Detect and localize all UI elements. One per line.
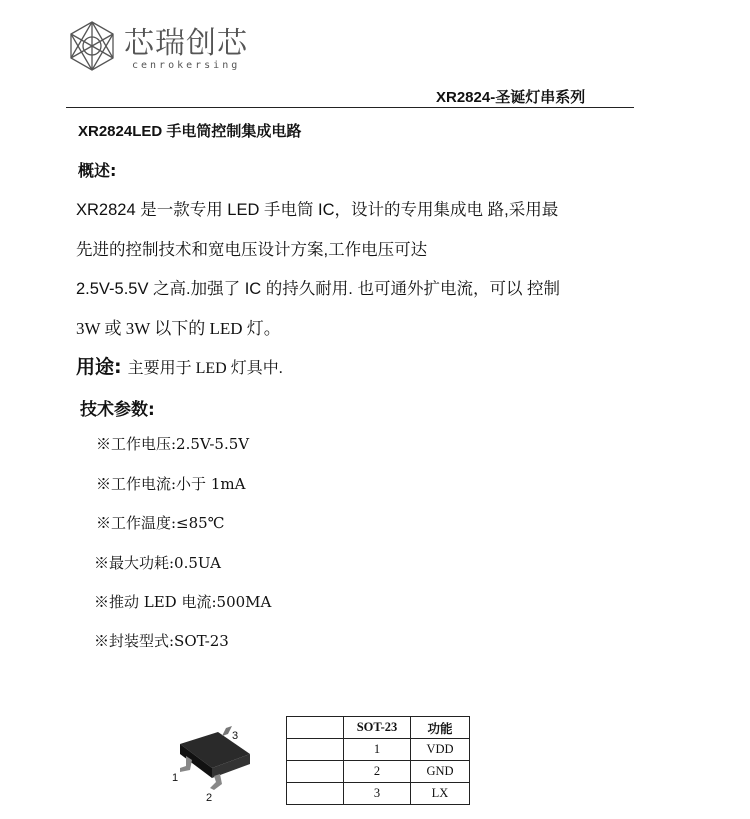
table-header-cell: 功能	[411, 717, 470, 739]
table-header-row	[287, 717, 470, 739]
table-cell	[287, 761, 344, 783]
spec-item: ※工作电压:2.5V-5.5V	[96, 435, 250, 453]
series-title: XR2824-圣诞灯串系列	[436, 89, 586, 106]
table-header-cell	[287, 717, 344, 739]
table-row	[287, 739, 470, 761]
spec-item: ※封装型式:SOT-23	[94, 632, 229, 650]
table-row	[287, 783, 470, 805]
spec-item: ※最大功耗:0.5UA	[94, 554, 221, 572]
overview-heading: 概述:	[78, 161, 117, 180]
table-cell	[287, 739, 344, 761]
company-logo	[66, 20, 256, 76]
spec-item: ※推动 LED 电流:500MA	[94, 593, 272, 611]
usage-label: 用途:	[76, 356, 122, 378]
overview-line-4: 3W 或 3W 以下的 LED 灯。	[76, 319, 281, 338]
pin-label-2: 2	[206, 792, 213, 804]
document-title: XR2824LED 手电筒控制集成电路	[78, 123, 302, 140]
spec-item: ※工作温度:≤85℃	[96, 514, 225, 532]
table-row	[287, 761, 470, 783]
pin-function-table	[286, 716, 470, 805]
sot23-package-drawing	[166, 722, 256, 808]
logo-mark-icon	[66, 20, 118, 72]
table-cell: 3	[344, 783, 411, 805]
spec-item: ※工作电流:小于 1mA	[96, 475, 246, 493]
table-cell	[287, 783, 344, 805]
table-header-cell: SOT-23	[344, 717, 411, 739]
table-cell: VDD	[411, 739, 470, 761]
overview-line-1: XR2824 是一款专用 LED 手电筒 IC，设计的专用集成电 路,采用最	[76, 201, 559, 219]
table-cell: LX	[411, 783, 470, 805]
overview-line-3: 2.5V-5.5V 之高.加强了 IC 的持久耐用. 也可通外扩电流，可以 控制	[76, 280, 561, 298]
table-cell: 1	[344, 739, 411, 761]
table-cell: GND	[411, 761, 470, 783]
overview-line-2: 先进的控制技术和宽电压设计方案,工作电压可达	[76, 241, 428, 259]
pin-label-3: 3	[232, 730, 239, 742]
logo-english-name: cenrokersing	[132, 60, 241, 71]
specs-heading: 技术参数:	[80, 400, 155, 420]
pin-label-1: 1	[172, 772, 179, 784]
usage-text: 主要用于 LED 灯具中.	[127, 360, 283, 377]
logo-chinese-name: 芯瑞创芯	[124, 26, 248, 61]
usage-section	[76, 352, 283, 379]
header-divider	[66, 107, 634, 108]
table-cell: 2	[344, 761, 411, 783]
